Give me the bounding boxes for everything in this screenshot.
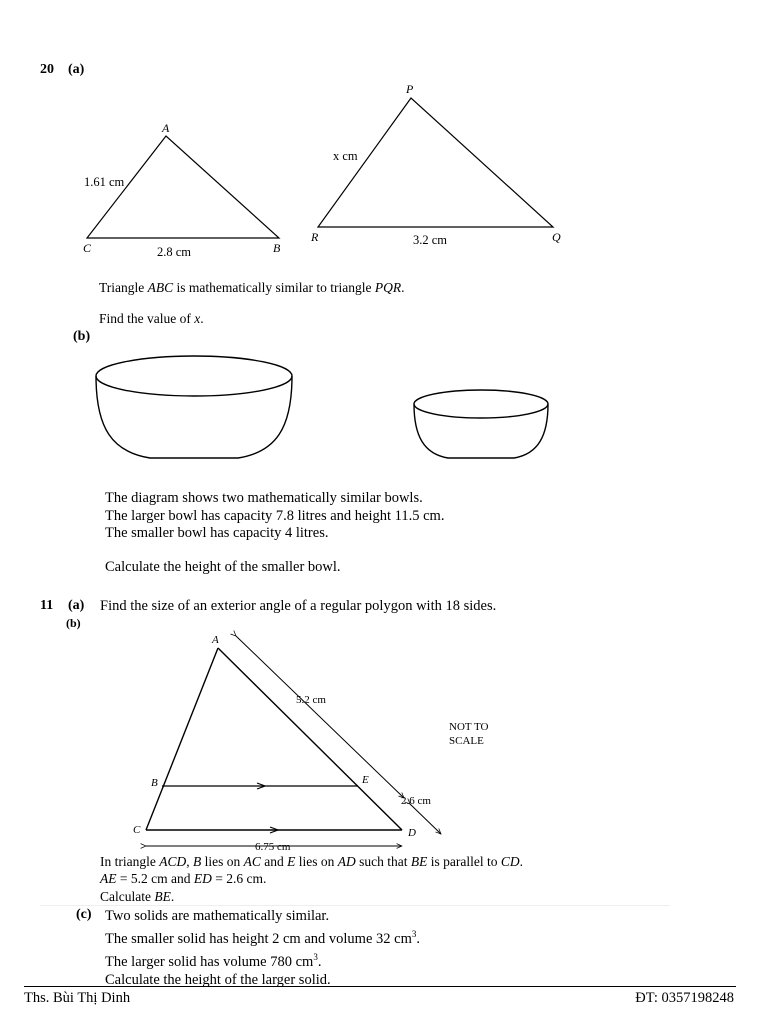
q11c-line: Calculate the height of the larger solid. — [105, 971, 331, 988]
q20-similar-triangles-diagram — [0, 0, 768, 270]
math-name: AD — [337, 854, 356, 869]
text-segment: . — [401, 280, 405, 295]
text-segment: . — [519, 854, 523, 869]
vertex-q-label: Q — [552, 230, 561, 244]
q11c-line — [105, 925, 420, 948]
side-cb-length: 2.8 cm — [157, 245, 192, 259]
side-ac-length: 1.61 cm — [84, 175, 125, 189]
q20a-similarity-statement — [99, 280, 404, 296]
vertex-c-label: C — [83, 241, 92, 255]
text-segment: The larger solid has volume 780 cm — [105, 953, 314, 970]
text-segment: Calculate — [100, 889, 155, 904]
variable-x: x — [194, 311, 201, 326]
q11b-statement-line1 — [100, 854, 523, 870]
text-segment: = 5.2 cm and — [116, 871, 194, 886]
length-ed-label: 2.6 cm — [401, 795, 431, 807]
q20-part-a-label: (a) — [68, 62, 85, 77]
footer-rule — [24, 986, 736, 987]
text-segment: . — [170, 889, 175, 904]
vertex-b-label: B — [273, 241, 281, 255]
length-ae-label: 5.2 cm — [296, 694, 326, 706]
q11b-question — [100, 889, 174, 905]
q11a-question: Find the size of an exterior angle of a regular polygon with 18 sides. — [100, 598, 497, 614]
vertex-r-label: R — [311, 230, 319, 244]
vertex-p-label: P — [406, 82, 414, 96]
text-segment: lies on — [201, 854, 244, 869]
q11-part-a-label: (a) — [68, 598, 85, 613]
q11c-line — [105, 948, 420, 971]
small-bowl — [414, 390, 548, 458]
text-segment: is parallel to — [427, 854, 501, 869]
q11-part-c-label: (c) — [76, 907, 92, 922]
text-segment: such that — [355, 854, 411, 869]
length-cd-label: 6.75 cm — [255, 841, 291, 853]
q20a-find-x — [99, 311, 204, 327]
superscript: 3 — [411, 929, 417, 939]
math-name: BE — [410, 854, 428, 869]
vertex-c-label: C — [133, 824, 141, 836]
q11c-text-block — [105, 907, 420, 989]
footer-author: Ths. Bùi Thị Dinh — [24, 990, 131, 1006]
vertex-a-label: A — [212, 634, 219, 646]
text-segment: = 2.6 cm. — [211, 871, 267, 886]
text-segment: lies on — [295, 854, 338, 869]
text-segment: , — [186, 854, 193, 869]
question-number-11: 11 — [40, 598, 54, 613]
triangle-acd — [146, 648, 402, 830]
vertex-e-label: E — [362, 774, 369, 786]
not-to-scale-line2: SCALE — [449, 735, 484, 747]
question-number-20: 20 — [40, 62, 54, 77]
side-rq-length: 3.2 cm — [413, 233, 448, 247]
math-name: AC — [243, 854, 261, 869]
math-name: CD — [500, 854, 520, 869]
text-segment: . — [317, 953, 322, 970]
side-pr-length: x cm — [333, 149, 358, 163]
q11b-triangle-diagram — [0, 620, 768, 860]
superscript: 3 — [313, 951, 318, 962]
text-segment: Find the value of — [99, 311, 195, 326]
math-name: B — [192, 854, 202, 869]
math-name: E — [287, 854, 296, 869]
vertex-a-label: A — [162, 121, 170, 135]
math-name: BE — [154, 889, 171, 904]
q11c-line: Two solids are mathematically similar. — [105, 908, 330, 924]
large-bowl — [96, 356, 292, 458]
q20b-question: Calculate the height of the smaller bowl. — [105, 559, 341, 575]
bowl-info-line: The smaller bowl has capacity 4 litres. — [105, 525, 329, 541]
q20b-bowl-info — [105, 490, 444, 543]
bowl-info-line: The diagram shows two mathematically similar bowls. — [105, 490, 423, 506]
math-name: AE — [100, 871, 117, 886]
text-segment: and — [260, 854, 288, 869]
vertex-d-label: D — [408, 827, 416, 839]
dimension-line-ae — [236, 636, 404, 798]
triangle-abc-name: ABC — [147, 280, 174, 295]
q11-part-b-label: (b) — [66, 616, 81, 630]
math-name: ED — [193, 871, 212, 886]
vertex-b-label: B — [151, 777, 158, 789]
text-segment: In triangle — [100, 854, 160, 869]
not-to-scale-line1: NOT TO — [449, 721, 489, 733]
text-segment: . — [416, 930, 420, 947]
q20-similar-bowls-diagram — [0, 340, 768, 490]
bowl-info-line: The larger bowl has capacity 7.8 litres and height 11.5 cm. — [105, 507, 445, 524]
q11b-statement-line2 — [100, 871, 266, 887]
text-segment: Triangle — [99, 280, 148, 295]
text-segment: . — [200, 311, 204, 326]
section-divider — [40, 905, 670, 906]
q20-part-b-label: (b) — [73, 329, 91, 344]
footer-phone: ĐT: 0357198248 — [635, 990, 734, 1006]
text-segment: is mathematically similar to triangle — [173, 280, 375, 295]
triangle-pqr-name: PQR — [374, 280, 402, 295]
text-segment: The smaller solid has height 2 cm and volume 32 cm — [105, 930, 412, 947]
math-name: ACD — [159, 854, 187, 869]
